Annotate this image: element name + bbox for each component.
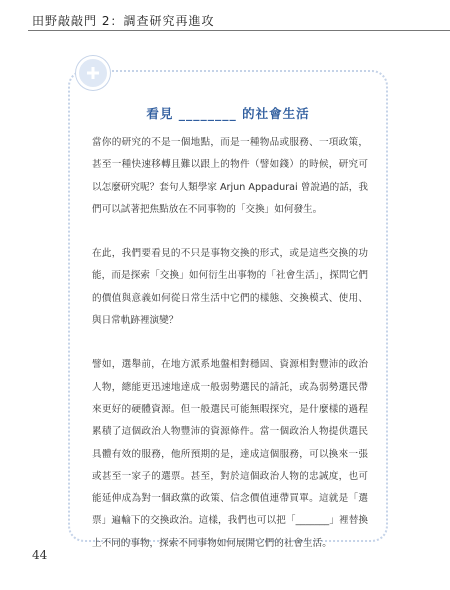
- panel-badge: [76, 56, 110, 90]
- panel-title: 看見 ________ 的社會生活: [146, 106, 310, 121]
- running-header: 田野敲敲門 2：調查研究再進攻: [32, 14, 215, 28]
- paragraph-1: 當你的研究的不是一個地點，而是一種物品或服務、一項政策，甚至一種快速移轉且難以跟上的物件（譬如錢）的時候，研究可以怎麼研究呢？套句人類學家 Arjun Appadurai 曾說過的話，我們可以試著把焦點放在不同事物的「交換」如何發生。: [92, 137, 368, 215]
- page-number: 44: [32, 548, 48, 562]
- panel-body: [92, 132, 368, 577]
- header-rule: [28, 30, 450, 31]
- paragraph-2: 在此，我們要看見的不只是事物交換的形式，或是這些交換的功能，而是探索「交換」如何衍生出事物的「社會生活」，探問它們的價值與意義如何從日常生活中它們的樣態、交換模式、使用、與日常軌跡裡演變？: [92, 248, 368, 327]
- paragraph-3: 譬如，選舉前，在地方派系地盤相對穩固、資源相對豐沛的政治人物，總能更迅速地達成一般弱勢選民的請託，或為弱勢選民帶來更好的硬體資源。但一般選民可能無暇探究，是什麼樣的過程累積了這個政治人物豐沛的資源條件。當一個政治人物提供選民具體有效的服務，他所預期的是，達成這個服務，可以換來一張或甚至一家子的選票。甚至，對於這個政治人物的忠誠度，也可能延伸成為對一個政黨的政策、信念價值連帶買單。這就是「選票」遍輸下的交換政治。這樣，我們也可以把「_______」裡替換上不同的事物，探索不同事物如何展開它們的社會生活。: [92, 359, 368, 549]
- plus-icon: [86, 66, 100, 80]
